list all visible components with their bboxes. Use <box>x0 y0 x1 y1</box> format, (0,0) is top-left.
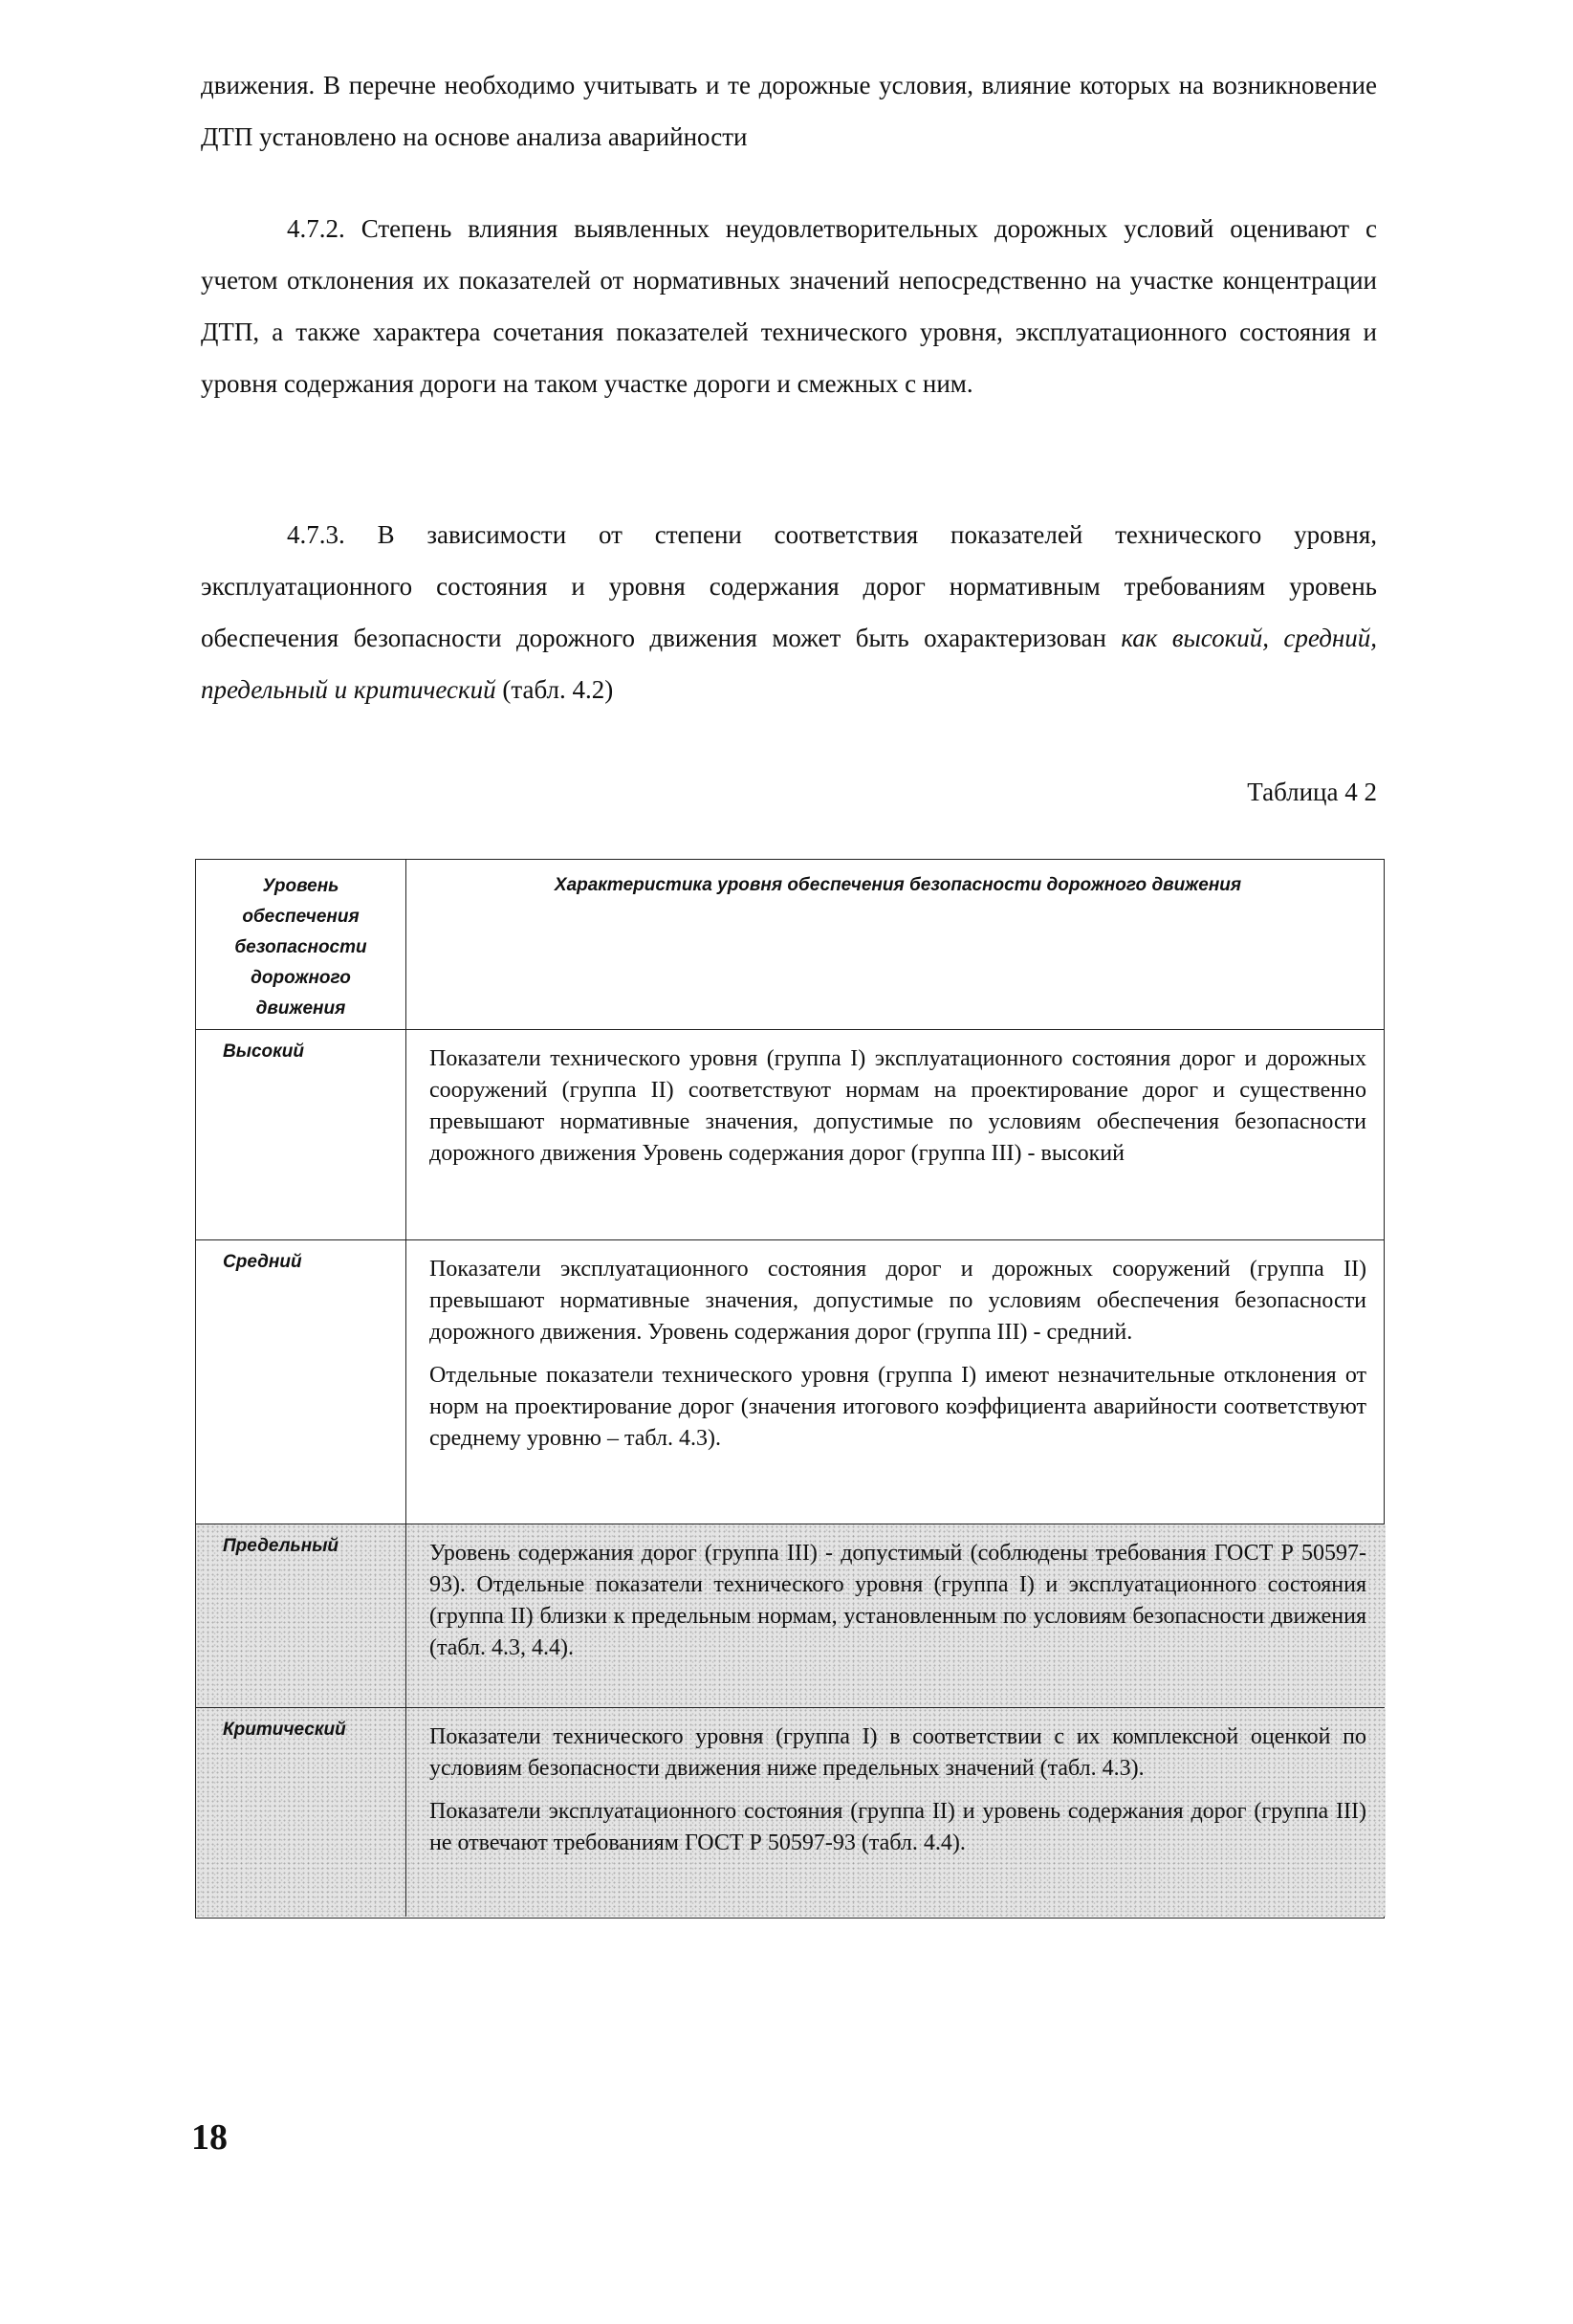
header-level-cell: Уровень обеспечения безопасности дорожного движения <box>196 860 406 1029</box>
table-row-limit <box>196 1524 1384 1708</box>
paragraph-continuation: движения. В перечне необходимо учитывать и те дорожные условия, влияние которых на возникновение ДТП установлено на основе анализа аварийности <box>201 71 1377 151</box>
table-header-row <box>196 860 1384 1030</box>
table-caption: Таблица 4 2 <box>1247 778 1377 806</box>
paragraph-4-7-3-main: 4.7.3. В зависимости от степени соответствия показателей технического уровня, эксплуатационного состояния и уровня содержания дорог нормативным требованиям уровень обеспечения безопасности дорожного движения может быть охарактеризован <box>201 520 1377 652</box>
description-cell <box>406 1524 1386 1707</box>
paragraph-4-7-3-levels: как высокий, средний, предельный и критический <box>201 624 1377 704</box>
table-row-critical <box>196 1708 1384 1917</box>
paragraph-4-7-3-reference: (табл. 4.2) <box>502 675 614 704</box>
level-label: Предельный <box>223 1536 339 1556</box>
level-label: Высокий <box>223 1041 304 1062</box>
level-cell <box>196 1030 406 1239</box>
level-cell <box>196 1524 406 1707</box>
paragraph-4-7-3 <box>201 509 1377 715</box>
paragraph-4-7-2: 4.7.2. Степень влияния выявленных неудовлетворительных дорожных условий оценивают с учетом отклонения их показателей от нормативных значений непосредственно на участке концентрации ДТП, а также характера сочетания показателей технического уровня, эксплуатационного состояния и уровня содержания дороги на таком участке дороги и смежных с ним. <box>201 214 1377 398</box>
table-row-high <box>196 1030 1384 1240</box>
safety-level-table <box>195 859 1385 1918</box>
description-paragraph: Уровень содержания дорог (группа III) - допустимый (соблюдены требования ГОСТ Р 50597-93). Отдельные показатели технического уровня (группа I) и эксплуатационного состояния (группа II) близки к предельным нормам, установленным по условиям безопасности движения (табл. 4.3, 4.4). <box>429 1541 1366 1660</box>
table-row-medium <box>196 1240 1384 1524</box>
description-paragraph: Показатели технического уровня (группа I) в соответствии с их комплексной оценкой по условиям безопасности движения ниже предельных значений (табл. 4.3). <box>429 1724 1366 1781</box>
description-cell <box>406 1240 1386 1524</box>
description-paragraph: Показатели технического уровня (группа I) эксплуатационного состояния дорог и дорожных сооружений (группа II) соответствуют нормам на проектирование дорог и существенно превышают нормативные значения, допустимые по условиям обеспечения безопасности дорожного движения Уровень содержания дорог (группа III) - высокий <box>429 1046 1366 1166</box>
description-cell <box>406 1708 1386 1917</box>
page-number: 18 <box>191 2117 228 2158</box>
description-cell <box>406 1030 1386 1239</box>
level-cell <box>196 1708 406 1917</box>
level-label: Средний <box>223 1252 302 1272</box>
description-paragraph: Показатели эксплуатационного состояния (группа II) и уровень содержания дорог (группа III) не отвечают требованиям ГОСТ Р 50597-93 (табл. 4.4). <box>429 1799 1366 1855</box>
description-paragraph: Отдельные показатели технического уровня (группа I) имеют незначительные отклонения от норм на проектирование дорог (значения итогового коэффициента аварийности соответствуют среднему уровню – табл. 4.3). <box>429 1363 1366 1451</box>
description-paragraph: Показатели эксплуатационного состояния дорог и дорожных сооружений (группа II) превышают нормативные значения, допустимые по условиям обеспечения безопасности дорожного движения. Уровень содержания дорог (группа III) - средний. <box>429 1257 1366 1345</box>
level-label: Критический <box>223 1720 346 1740</box>
level-cell <box>196 1240 406 1524</box>
header-description-cell: Характеристика уровня обеспечения безопасности дорожного движения <box>554 875 1242 895</box>
